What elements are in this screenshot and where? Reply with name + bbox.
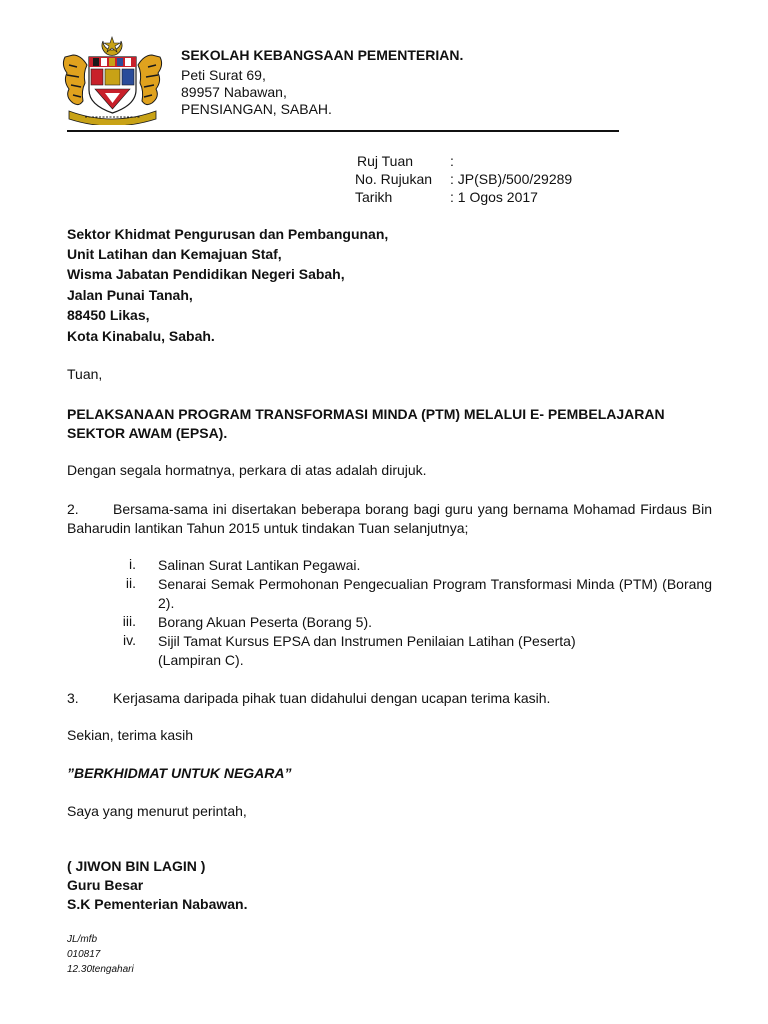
list-item-number: iii. — [122, 613, 136, 629]
address-line-3: PENSIANGAN, SABAH. — [181, 101, 332, 117]
recipient-line-1: Sektor Khidmat Pengurusan dan Pembangunan, — [67, 226, 389, 242]
motto: ”BERKHIDMAT UNTUK NEGARA” — [67, 765, 292, 781]
subject-heading — [67, 405, 717, 443]
list-item-text: Sijil Tamat Kursus EPSA dan Instrumen Penilaian Latihan (Peserta) — [158, 633, 576, 649]
list-item — [158, 556, 712, 575]
coat-of-arms-emblem — [55, 35, 170, 125]
paragraph-2-line-2: Baharudin lantikan Tahun 2015 untuk tindakan Tuan selanjutnya; — [67, 520, 469, 536]
recipient-line-2: Unit Latihan dan Kemajuan Staf, — [67, 246, 282, 262]
paragraph-3-text: Kerjasama daripada pihak tuan didahului dengan ucapan terima kasih. — [113, 690, 551, 706]
reference-initials: JL/mfb — [67, 934, 98, 945]
list-item-number: i. — [129, 556, 136, 572]
school-name: SEKOLAH KEBANGSAAN PEMENTERIAN. — [181, 47, 464, 63]
recipient-line-4: Jalan Punai Tanah, — [67, 287, 193, 303]
list-item-text-continued: (Lampiran C). — [158, 652, 244, 668]
recipient-line-3: Wisma Jabatan Pendidikan Negeri Sabah, — [67, 266, 345, 282]
ruj-tuan-label: Ruj Tuan — [357, 153, 414, 169]
address-line-2: 89957 Nabawan, — [181, 84, 287, 100]
list-item-text: Senarai Semak Permohonan Pengecualian Program Transformasi Minda (PTM) (Borang — [158, 576, 712, 592]
yours-faithfully: Saya yang menurut perintah, — [67, 803, 247, 819]
paragraph-3-number: 3. — [67, 690, 79, 706]
list-item — [158, 575, 712, 613]
list-item-text: Salinan Surat Lantikan Pegawai. — [158, 557, 361, 573]
tarikh-value: : 1 Ogos 2017 — [450, 189, 538, 205]
closing-line: Sekian, terima kasih — [67, 727, 194, 743]
reference-time: 12.30tengahari — [67, 964, 134, 975]
list-item-number: ii. — [125, 575, 136, 591]
signatory-title: Guru Besar — [67, 877, 144, 893]
no-rujukan-value: : JP(SB)/500/29289 — [450, 171, 573, 187]
signatory-school: S.K Pementerian Nabawan. — [67, 896, 248, 912]
subject-line-1: PELAKSANAAN PROGRAM TRANSFORMASI MINDA (PTM) MELALUI E- PEMBELAJARAN — [67, 406, 665, 422]
address-line-1: Peti Surat 69, — [181, 67, 266, 83]
paragraph-2-line-1: Bersama-sama ini disertakan beberapa borang bagi guru yang bernama Mohamad Firdaus Bin — [113, 501, 712, 517]
list-item — [158, 613, 712, 632]
salutation: Tuan, — [67, 366, 103, 382]
recipient-line-6: Kota Kinabalu, Sabah. — [67, 328, 215, 344]
list-item — [158, 632, 712, 670]
intro-paragraph: Dengan segala hormatnya, perkara di atas adalah dirujuk. — [67, 462, 427, 478]
ruj-tuan-value: : — [450, 153, 454, 169]
recipient-line-5: 88450 Likas, — [67, 307, 150, 323]
list-item-number: iv. — [123, 632, 136, 648]
paragraph-3 — [67, 689, 712, 708]
subject-line-2: SEKTOR AWAM (EPSA). — [67, 425, 228, 441]
tarikh-label: Tarikh — [355, 189, 393, 205]
list-item-text-continued: 2). — [158, 595, 175, 611]
list-item-text: Borang Akuan Peserta (Borang 5). — [158, 614, 373, 630]
letterhead-divider — [67, 130, 619, 132]
signatory-name: ( JIWON BIN LAGIN ) — [67, 858, 206, 874]
paragraph-2-number: 2. — [67, 501, 79, 517]
no-rujukan-label: No. Rujukan — [355, 171, 433, 187]
paragraph-2 — [67, 500, 712, 538]
reference-date-code: 010817 — [67, 949, 101, 960]
